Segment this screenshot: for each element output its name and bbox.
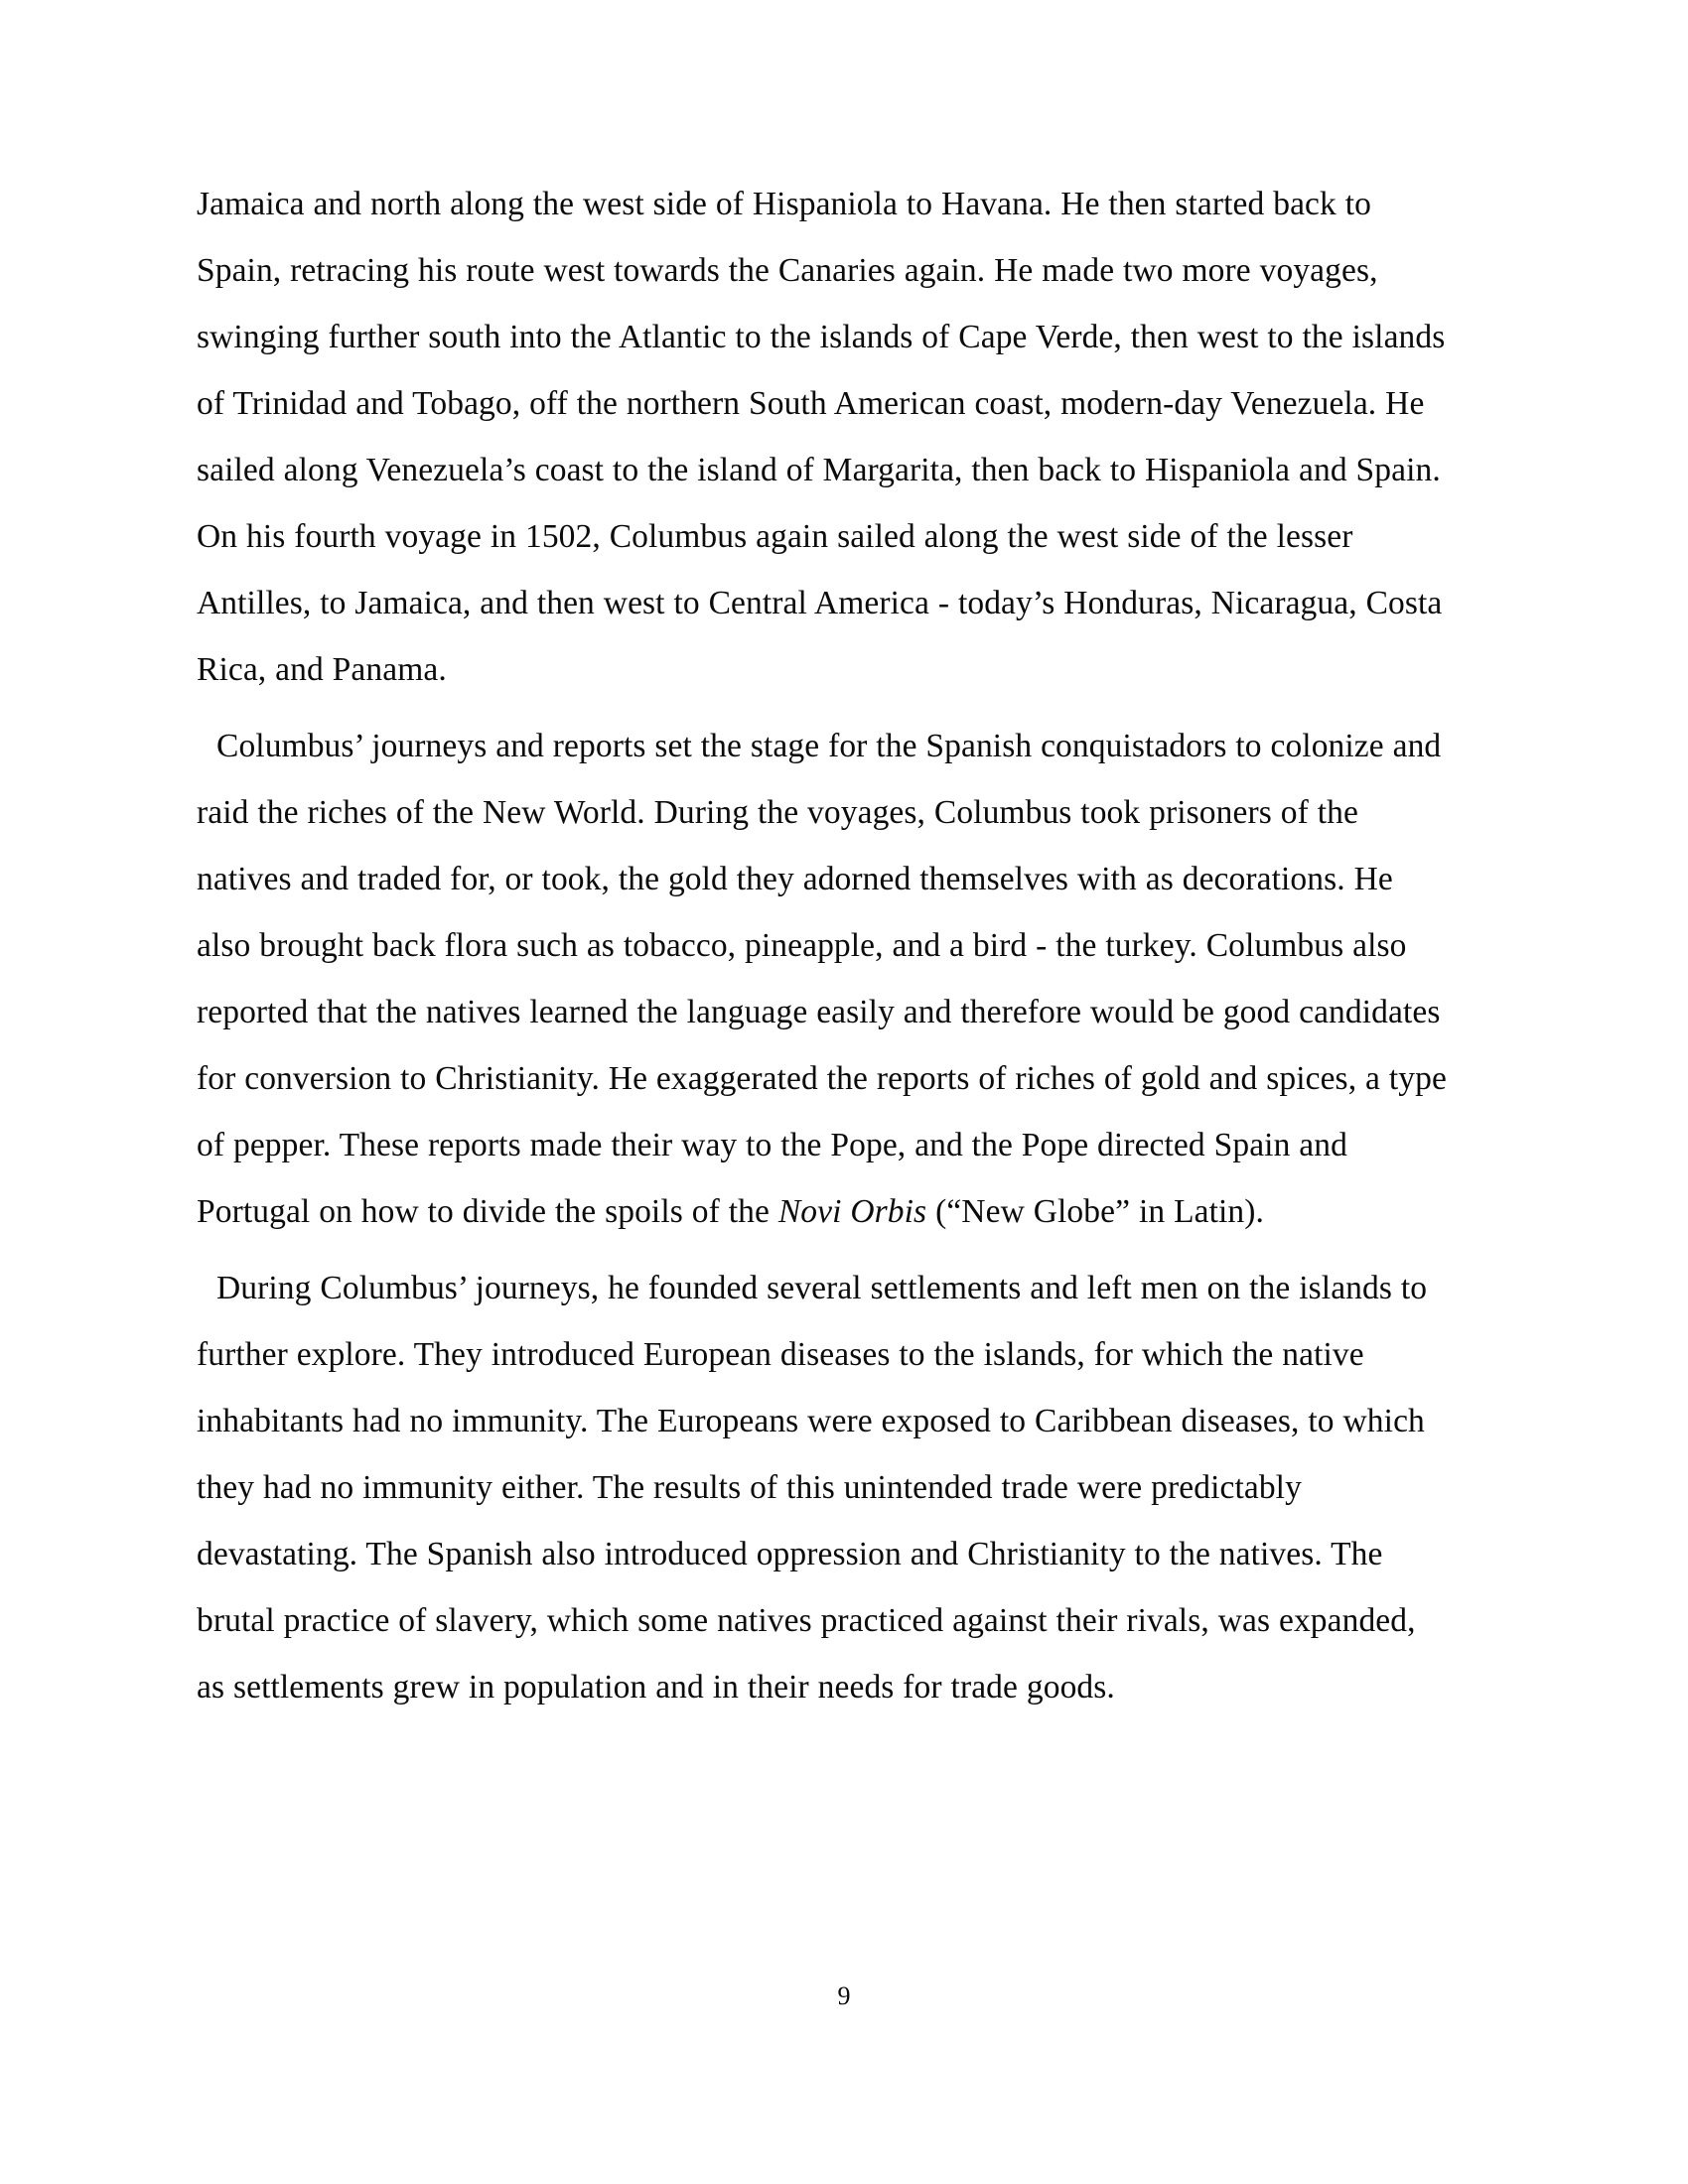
latin-term-novi-orbis: Novi Orbis [777, 1193, 927, 1230]
paragraph-text-segment: Columbus’ journeys and reports set the stage for the Spanish conquistadors to colonize and raid the riches of the New World. During the voyages, Columbus took prisoners of the natives and traded for, or took, the gold they adorned themselves with as decorations. He also brought back flora such as tobacco, pineapple, and a bird - the turkey. Columbus also reported that the natives learned the language easily and therefore would be good candidates for conversion to Christianity. He exaggerated the reports of riches of gold and spices, a type of pepper. These reports made their way to the Pope, and the Pope directed Spain and Portugal on how to divide the spoils of the [197, 728, 1447, 1230]
page-number: 9 [837, 1981, 851, 2010]
paragraph-settlements: During Columbus’ journeys, he founded several settlements and left men on the islands to further explore. They introduced European diseases to the islands, for which the native inhabitants had no immunity. The Europeans were exposed to Caribbean diseases, to which they had no immunity either. The results of this unintended trade were predictably devastating. The Spanish also introduced oppression and Christianity to the natives. The brutal practice of slavery, which some natives practiced against their rivals, was expanded, as settlements grew in population and in their needs for trade goods. [197, 1270, 1428, 1706]
paragraph-voyages: Jamaica and north along the west side of Hispaniola to Havana. He then started back to Spain, retracing his route west towards the Canaries again. He made two more voyages, swinging further south into the Atlantic to the islands of Cape Verde, then west to the islands of Trinidad and Tobago, off the northern South American coast, modern-day Venezuela. He sailed along Venezuela’s coast to the island of Margarita, then back to Hispaniola and Spain. On his fourth voyage in 1502, Columbus again sailed along the west side of the lesser Antilles, to Jamaica, and then west to Central America - today’s Honduras, Nicaragua, Costa Rica, and Panama. [197, 186, 1446, 688]
paragraph-conquistadors [197, 713, 1450, 1245]
body-text-column [197, 171, 1450, 1725]
paragraph-text-segment-trailing: (“New Globe” in Latin). [926, 1193, 1265, 1230]
